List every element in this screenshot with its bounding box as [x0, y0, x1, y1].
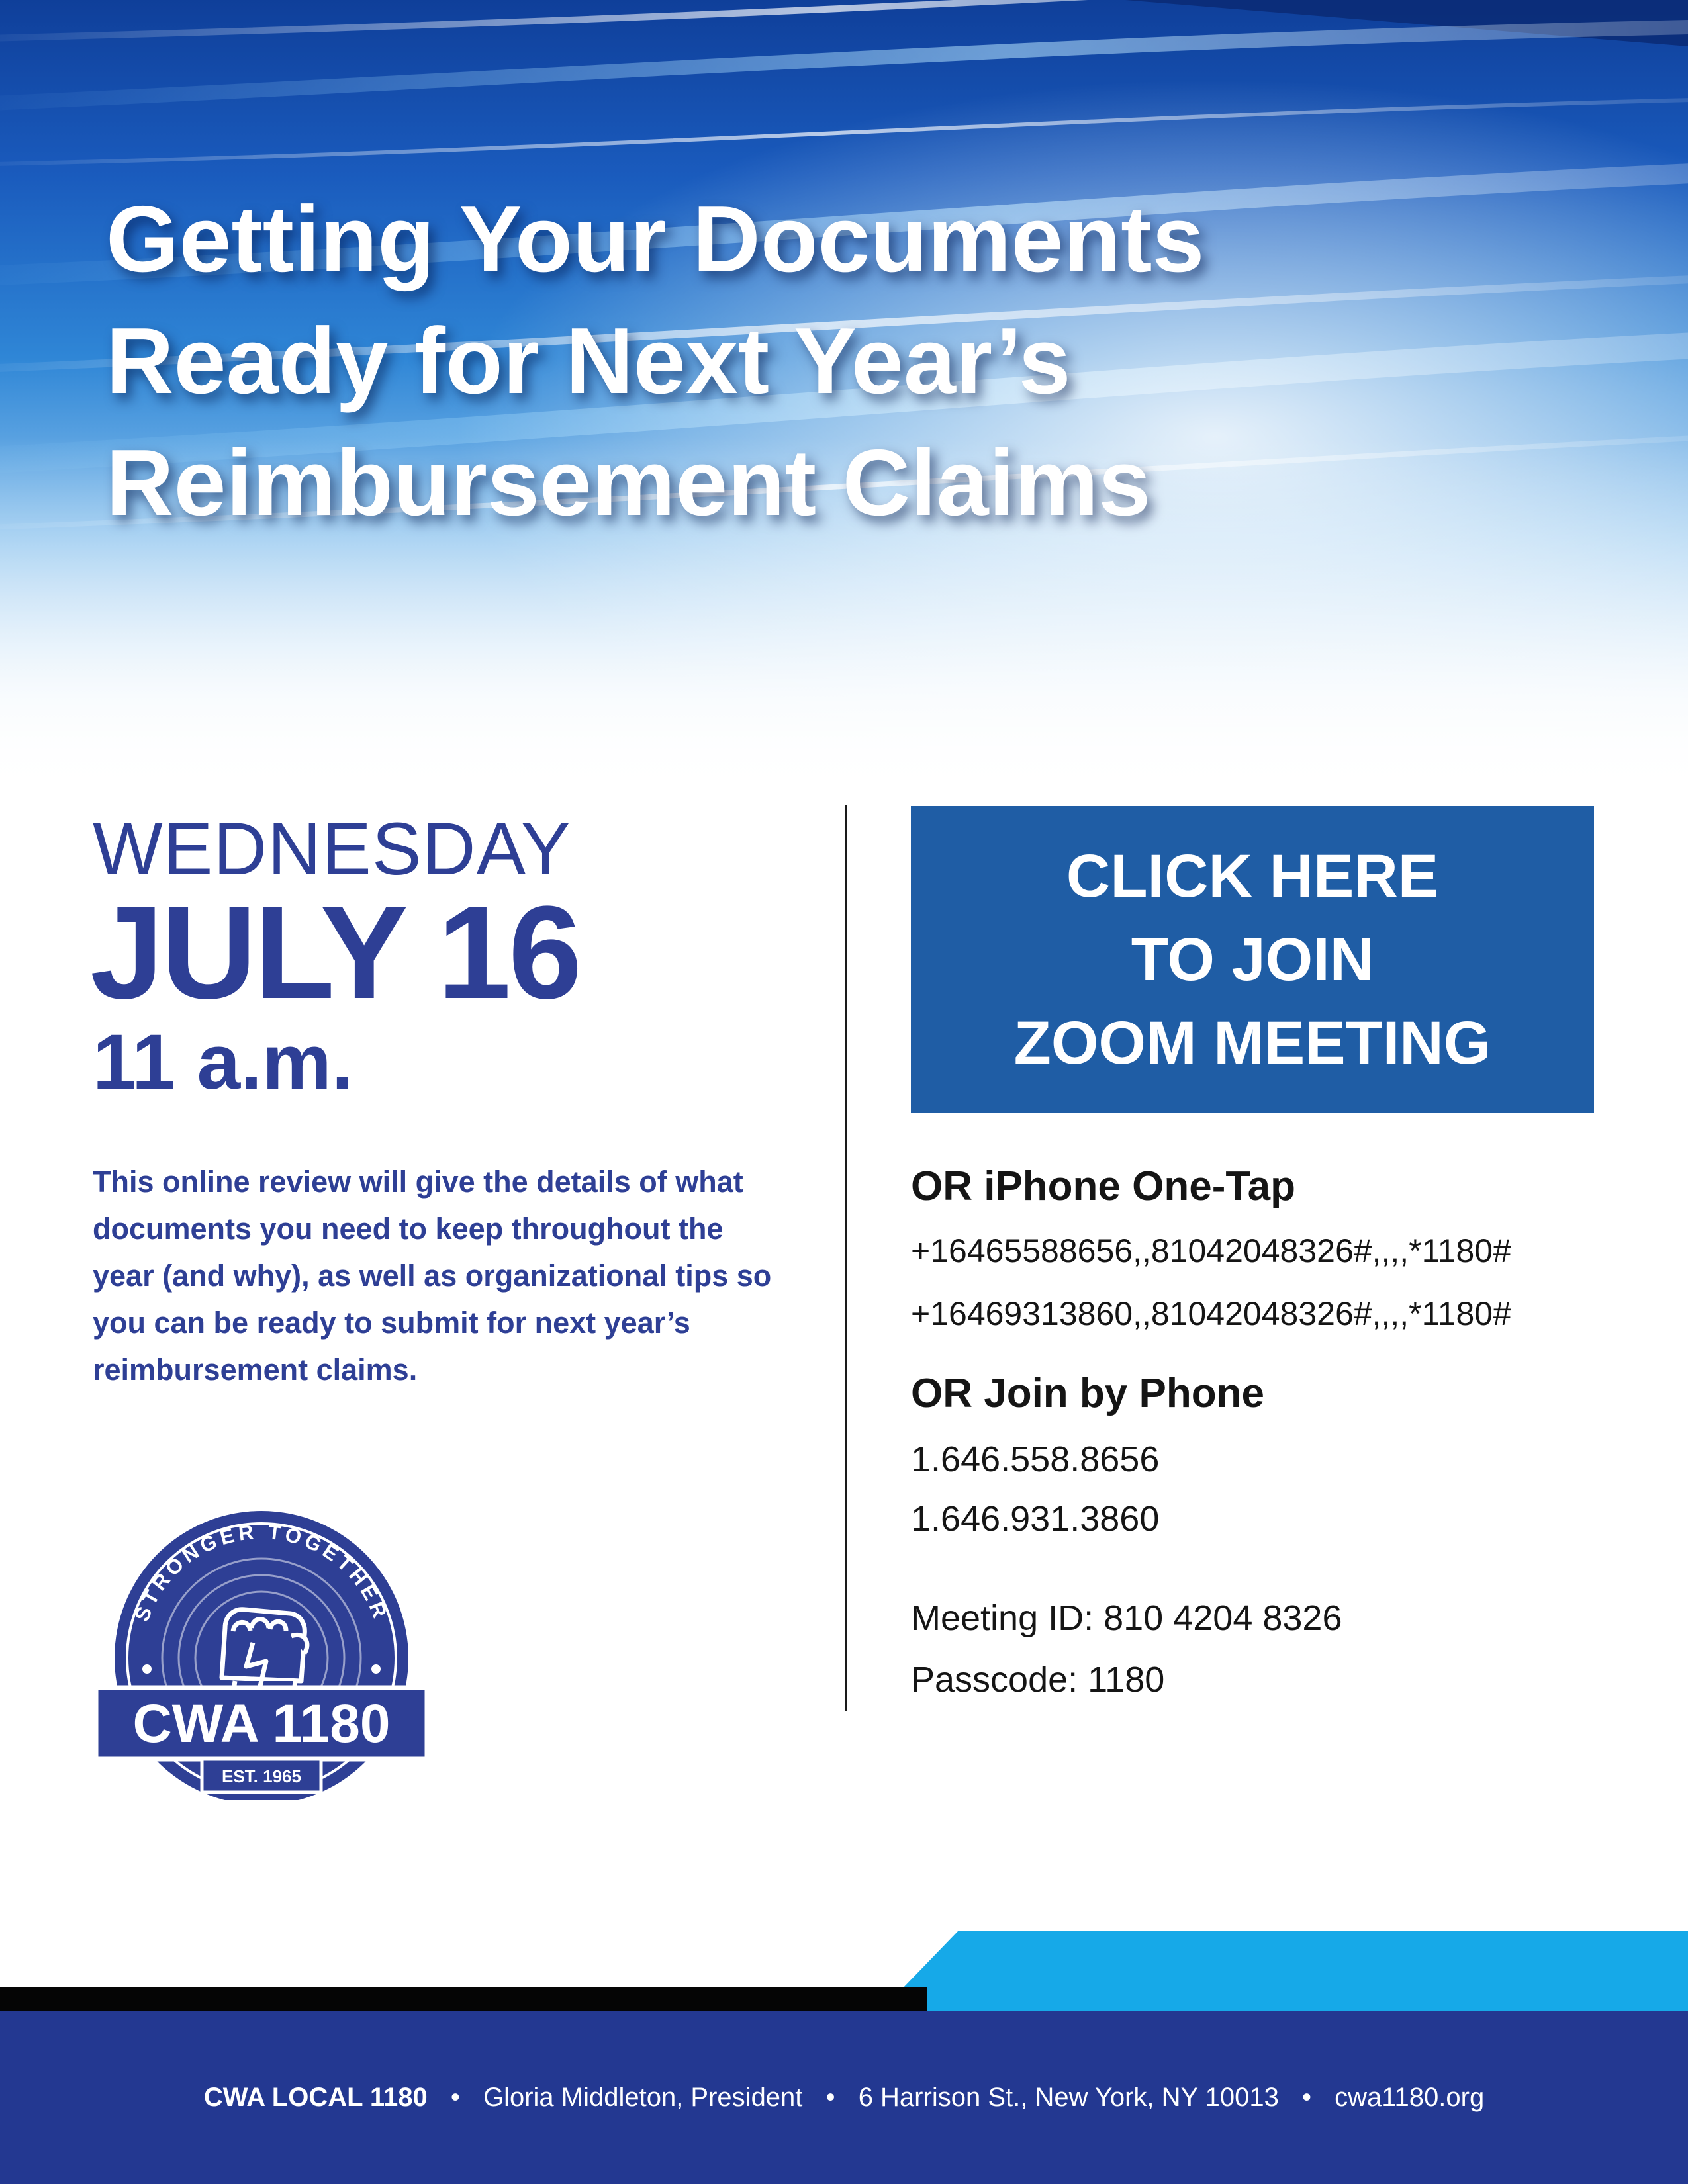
footer-contact-line	[204, 2081, 1484, 2114]
footer-separator: •	[1301, 2083, 1311, 2112]
footer-org: CWA LOCAL 1180	[203, 2083, 428, 2112]
event-date: JULY 16	[90, 879, 580, 1026]
page-title	[106, 179, 1496, 544]
black-stripe	[0, 1987, 927, 2011]
cwa-1180-logo	[93, 1496, 430, 1800]
event-weekday: WEDNESDAY	[93, 807, 571, 890]
footer-address: 6 Harrison St., New York, NY 10013	[858, 2083, 1279, 2112]
footer-separator: •	[450, 2083, 460, 2112]
footer-separator: •	[825, 2083, 835, 2112]
title-line: Reimbursement Claims	[106, 430, 1151, 535]
button-label-line: TO JOIN	[1131, 926, 1374, 993]
button-label-line: ZOOM MEETING	[1013, 1009, 1491, 1077]
footer	[0, 2011, 1688, 2184]
svg-text:CWA 1180: CWA 1180	[132, 1694, 391, 1754]
iphone-one-tap-number[interactable]: +16465588656,,81042048326#,,,,*1180#	[911, 1232, 1511, 1269]
title-line: Ready for Next Year’s	[106, 308, 1071, 414]
hero-banner	[0, 0, 1688, 794]
iphone-one-tap-number[interactable]: +16469313860,,81042048326#,,,,*1180#	[911, 1295, 1511, 1332]
svg-text:STRONGER TOGETHER: STRONGER TOGETHER	[130, 1520, 393, 1625]
join-by-phone-heading: OR Join by Phone	[911, 1371, 1264, 1416]
button-label-line: CLICK HERE	[1066, 842, 1439, 910]
column-divider	[845, 805, 847, 1711]
footer-website-link[interactable]: cwa1180.org	[1335, 2083, 1485, 2112]
meeting-id: Meeting ID: 810 4204 8326	[911, 1598, 1342, 1638]
event-time: 11 a.m.	[93, 1019, 353, 1106]
svg-text:EST. 1965: EST. 1965	[222, 1766, 301, 1786]
join-zoom-button[interactable]	[911, 806, 1594, 1113]
dial-in-number[interactable]: 1.646.931.3860	[911, 1499, 1160, 1539]
title-line: Getting Your Documents	[106, 187, 1205, 292]
footer-president: Gloria Middleton, President	[483, 2083, 803, 2112]
event-description: This online review will give the details of what documents you need to keep throughout the year (and why), as well as organizational tips so you can be ready to submit for next year’s reimbursement claims.	[93, 1165, 772, 1387]
dial-in-number[interactable]: 1.646.558.8656	[911, 1439, 1160, 1479]
meeting-passcode: Passcode: 1180	[911, 1660, 1165, 1700]
iphone-one-tap-heading: OR iPhone One-Tap	[911, 1163, 1295, 1209]
